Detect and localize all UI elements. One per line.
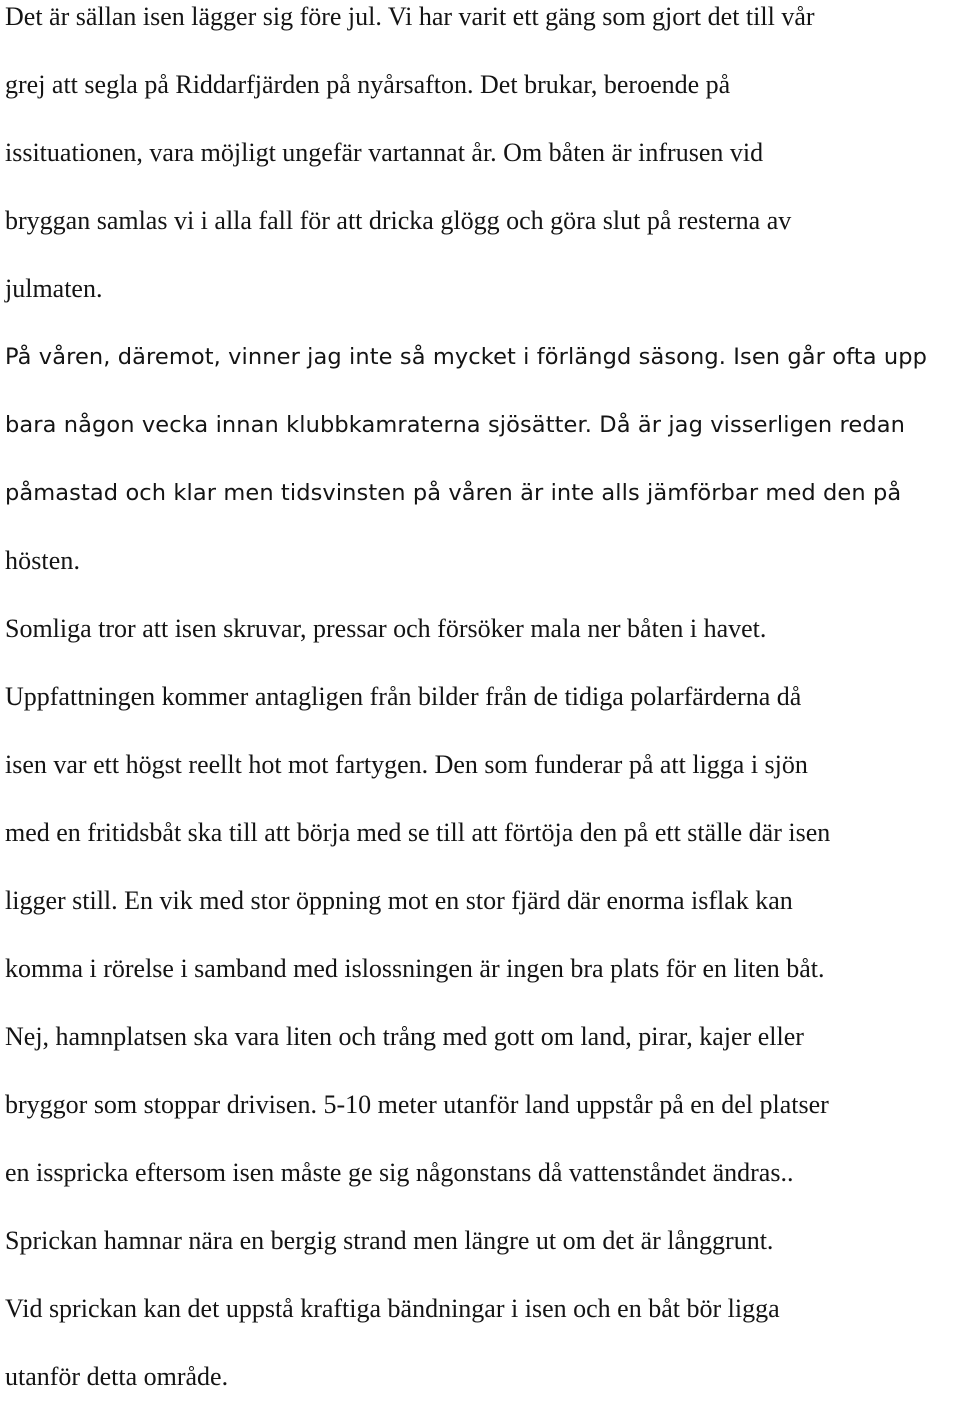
text-line: bryggan samlas vi i alla fall för att dricka glögg och göra slut på resterna av xyxy=(5,206,792,235)
text-line: Nej, hamnplatsen ska vara liten och trång med gott om land, pirar, kajer eller xyxy=(5,1022,804,1051)
text-line: Uppfattningen kommer antagligen från bilder från de tidiga polarfärderna då xyxy=(5,682,802,711)
text-line: grej att segla på Riddarfjärden på nyårsafton. Det brukar, beroende på xyxy=(5,70,731,99)
text-line: med en fritidsbåt ska till att börja med se till att förtöja den på ett ställe där isen xyxy=(5,818,831,847)
text-line: en isspricka eftersom isen måste ge sig någonstans då vattenståndet ändras.. xyxy=(5,1158,794,1187)
paragraph-1 xyxy=(5,0,960,323)
text-line: julmaten. xyxy=(5,274,103,303)
text-line: påmastad och klar men tidsvinsten på våren är inte alls jämförbar med den på xyxy=(5,480,902,506)
text-line: komma i rörelse i samband med islossningen är ingen bra plats för en liten båt. xyxy=(5,954,825,983)
text-line: Det är sällan isen lägger sig före jul. Vi har varit ett gäng som gjort det till vår xyxy=(5,2,815,31)
text-line: isen var ett högst reellt hot mot fartygen. Den som funderar på att ligga i sjön xyxy=(5,750,808,779)
text-line: bara någon vecka innan klubbkamraterna sjösätter. Då är jag visserligen redan xyxy=(5,412,905,438)
paragraph-3 xyxy=(5,595,960,1411)
paragraph-2 xyxy=(5,323,960,595)
text-line: ligger still. En vik med stor öppning mot en stor fjärd där enorma isflak kan xyxy=(5,886,793,915)
text-line: Somliga tror att isen skruvar, pressar och försöker mala ner båten i havet. xyxy=(5,614,767,643)
text-line: bryggor som stoppar drivisen. 5-10 meter utanför land uppstår på en del platser xyxy=(5,1090,829,1119)
text-line: På våren, däremot, vinner jag inte så mycket i förlängd säsong. Isen går ofta upp xyxy=(5,344,927,370)
text-line: utanför detta område. xyxy=(5,1362,229,1391)
text-line: hösten. xyxy=(5,546,81,575)
text-line: Vid sprickan kan det uppstå kraftiga bändningar i isen och en båt bör ligga xyxy=(5,1294,780,1323)
text-line: Sprickan hamnar nära en bergig strand men längre ut om det är långgrunt. xyxy=(5,1226,774,1255)
text-line: issituationen, vara möjligt ungefär vartannat år. Om båten är infrusen vid xyxy=(5,138,764,167)
